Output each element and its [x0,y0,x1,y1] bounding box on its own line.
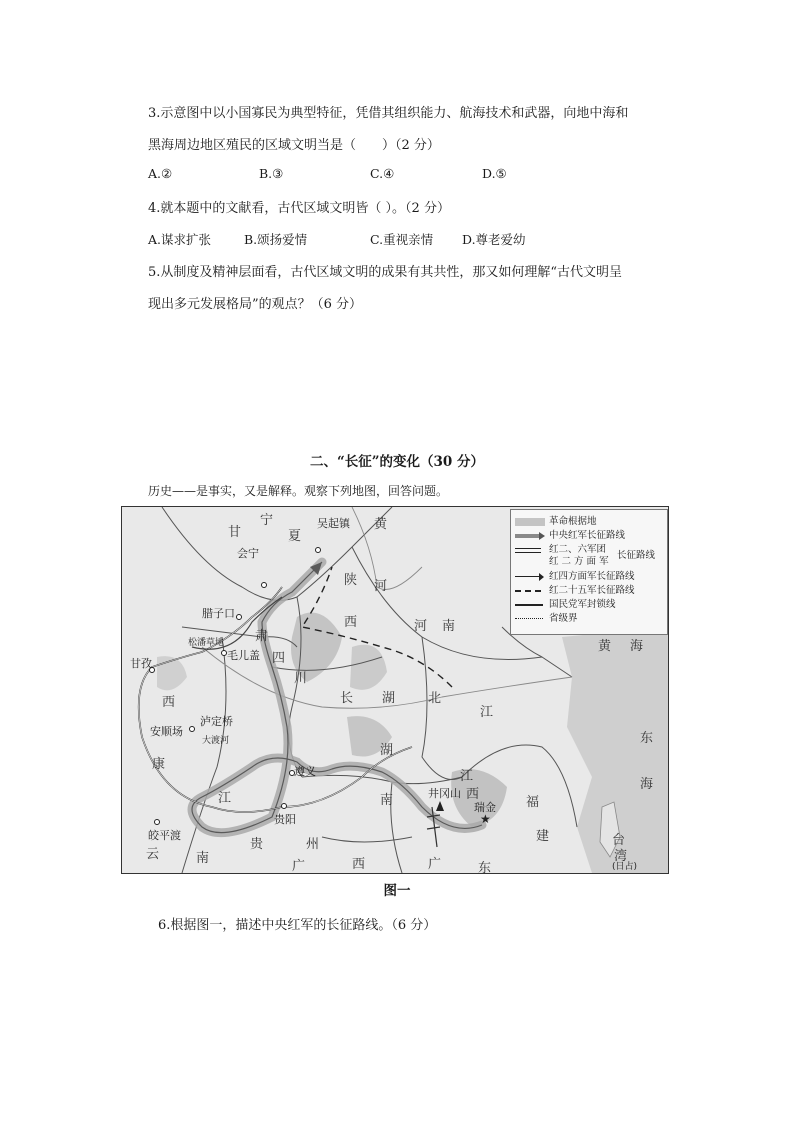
q3-option-a: A.② [148,166,173,181]
region-fu: 福 [526,795,540,810]
region-huanghai-2: 海 [630,639,644,654]
region-gan: 甘 [228,525,242,540]
region-nan-2: 南 [380,793,394,808]
label-dadu: 大渡河 [202,736,230,746]
region-xi-3: 西 [466,787,480,802]
q4-option-d: D.尊老爱幼 [462,232,526,247]
label-zunyi: 遵义 [294,765,316,778]
red-25-swatch-icon [515,587,545,595]
red-2-6-swatch-icon [515,546,545,554]
region-wan: 湾 [614,849,628,864]
region-xi-4: 西 [352,857,366,872]
region-dong: 东 [640,731,654,746]
legend-red26-a: 红二、六军团 [515,541,606,555]
q4-option-b: B.颂扬爱情 [244,232,308,247]
q4-option-a: A.谋求扩张 [148,232,212,247]
legend-blockade: 国民党军封锁线 [515,596,616,610]
label-songpan: 松潘草地 [188,638,225,648]
region-jiang-2: 江 [460,769,474,784]
region-kang: 康 [152,757,166,772]
label-jiaopingdu: 皎平渡 [148,829,181,842]
q3-option-c: C.④ [370,166,395,181]
region-xi: 西 [344,615,358,630]
region-nan-3: 南 [196,851,210,866]
region-gui: 贵 [250,837,264,852]
long-march-map [121,506,669,874]
legend-red4: 红四方面军长征路线 [515,568,635,582]
section-title: 二、“长征”的变化（30 分） [309,454,485,470]
q5-line-1: 5.从制度及精神层面看，古代区域文明的成果有其共性，那又如何理解“古代文明呈 [148,265,623,280]
q4-line-1: 4.就本题中的文献看，古代区域文明皆（ ）。（2 分） [148,201,450,216]
red-4-swatch-icon [515,573,545,581]
legend-red25: 红二十五军长征路线 [515,582,635,596]
legend-red26-b: 红 二 方 面 军 [549,556,609,567]
region-nan: 南 [442,619,456,634]
q5-line-2: 现出多元发展格局”的观点？（6 分） [148,297,363,312]
mountain-icon [436,801,444,811]
region-dong-2: 东 [478,861,492,874]
region-jiang: 江 [480,705,494,720]
region-ning: 宁 [260,513,274,528]
legend-border: 省级界 [515,610,578,624]
figure-caption: 图一 [383,883,411,899]
label-wuqizhen: 吴起镇 [317,517,350,530]
label-ganzi: 甘孜 [130,657,152,670]
region-tai: 台 [612,833,626,848]
border-swatch-icon [515,615,545,623]
central-route-swatch-icon [515,532,545,540]
label-maoergai: 毛儿盖 [227,649,260,662]
region-hu: 湖 [382,691,396,706]
section-intro: 历史——是事实，又是解释。观察下列地图，回答问题。 [148,484,449,498]
label-guiyang: 贵阳 [274,813,296,826]
region-chuan: 川 [294,671,308,686]
region-he: 河 [374,579,388,594]
region-huanghai-1: 黄 [598,639,612,654]
label-anshunchang: 安顺场 [150,725,183,738]
region-guang: 广 [292,859,306,874]
region-xi-2: 西 [162,695,176,710]
legend-base: 革命根据地 [515,513,597,527]
region-shan: 陕 [344,573,358,588]
base-area-swatch-icon [515,518,545,526]
region-chang: 长 [340,691,354,706]
q3-option-b: B.③ [259,166,284,181]
region-si: 四 [272,651,286,666]
region-hai: 海 [640,777,654,792]
q3-option-d: D.⑤ [482,166,507,181]
star-icon: ★ [480,812,491,826]
region-guang-2: 广 [428,857,442,872]
q3-line-2: 黑海周边地区殖民的区域文明当是（ ）（2 分） [148,138,440,153]
blockade-swatch-icon [515,601,545,609]
label-ruijin: 瑞金 [474,801,496,814]
region-yun: 云 [146,847,160,862]
region-xia: 夏 [288,529,302,544]
region-hu-2: 湖 [380,743,394,758]
region-henan: 河 [414,619,428,634]
legend-red26-c: 长征路线 [617,550,656,561]
region-bei: 北 [428,691,442,706]
label-jinggangshan: 井冈山 [428,787,461,800]
region-zhou: 州 [306,837,320,852]
region-huang: 黄 [374,517,388,532]
region-su: 肃 [255,629,269,644]
base-area-hubei [350,645,387,690]
region-jian: 建 [536,829,550,844]
label-luding: 泸定桥 [200,715,233,728]
q4-option-c: C.重视亲情 [370,232,434,247]
map-legend [510,509,668,635]
region-jiang-3: 江 [218,791,232,806]
label-huining: 会宁 [237,547,259,560]
label-riben: (日占) [612,862,638,872]
label-lazikou: 腊子口 [202,607,235,620]
q3-line-1: 3.示意图中以小国寡民为典型特征，凭借其组织能力、航海技术和武器，向地中海和 [148,106,629,121]
q6-line-1: 6.根据图一，描述中央红军的长征路线。（6 分） [158,918,437,933]
legend-central: 中央红军长征路线 [515,527,625,541]
